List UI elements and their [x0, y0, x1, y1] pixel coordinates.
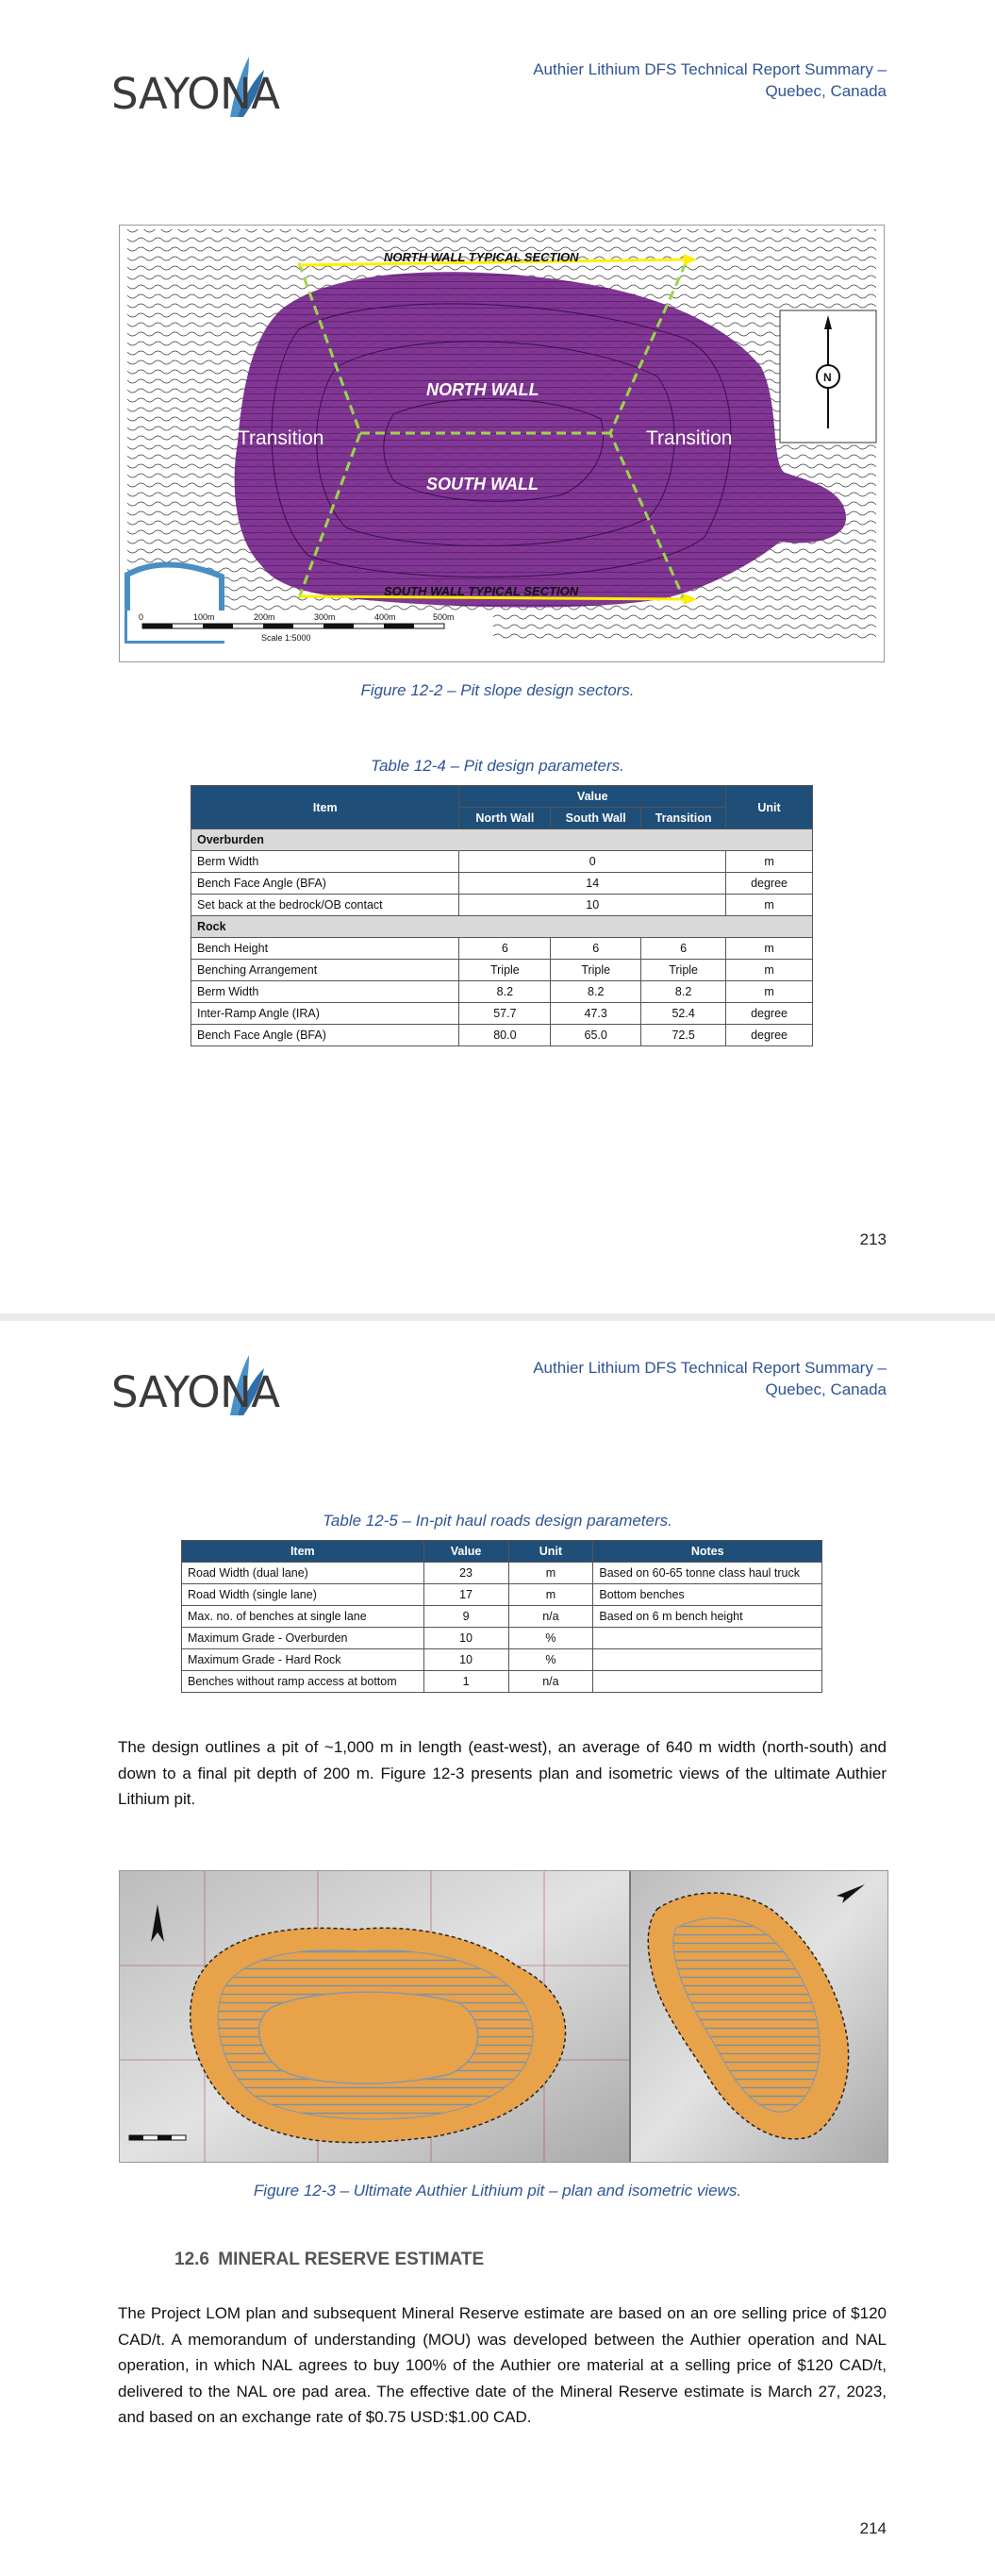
th-north-wall: North Wall [459, 808, 551, 829]
header-line-1: Authier Lithium DFS Technical Report Summary – [533, 60, 887, 78]
mineral-reserve-paragraph: The Project LOM plan and subsequent Mineral Reserve estimate are based on an ore selling price of $120 CAD/t. A memorandum of understanding (MOU) was developed between the Authier operation and NAL operation, in which NAL agrees to buy 100% of the Authier ore material at a selling price of $120 CAD/t, delivered to the NAL ore pad area. The effective date of the Mineral Reserve estimate is March 27, 2023, and based on an exchange rate of $0.75 USD:$1.00 CAD. [118, 2304, 887, 2426]
svg-text:N: N [823, 371, 832, 384]
table-row: Maximum Grade - Hard Rock 10 % [182, 1649, 822, 1671]
south-wall-label: SOUTH WALL [426, 475, 539, 493]
north-wall-label: NORTH WALL [426, 380, 539, 399]
scale-bar [127, 611, 493, 643]
haul-road-table [181, 1540, 822, 1693]
th-unit: Unit [726, 786, 813, 829]
pit-plan-isometric-views [120, 1871, 887, 2162]
scale-tick: 100m [193, 612, 215, 622]
table-12-4-caption: Table 12-4 – Pit design parameters. [371, 757, 624, 775]
th-item: Item [182, 1541, 424, 1563]
table-row: Bench Height 6 6 6 m [191, 938, 813, 960]
scale-tick: 200m [254, 612, 275, 622]
section-heading [174, 2250, 484, 2270]
th-notes: Notes [593, 1541, 822, 1563]
table-row: Benches without ramp access at bottom 1 n/a [182, 1671, 822, 1693]
table-row: Max. no. of benches at single lane 9 n/a Based on 6 m bench height [182, 1606, 822, 1628]
pit-description-paragraph: The design outlines a pit of ~1,000 m in length (east-west), an average of 640 m width (north-south) and down to a final pit depth of 200 m. Figure 12-3 presents plan and isometric views of the ultimate Authier Lithium pit. [118, 1738, 887, 1808]
pit-design-table [191, 785, 813, 1046]
header-line-1: Authier Lithium DFS Technical Report Summary – [533, 1359, 887, 1377]
report-header [396, 1357, 887, 1400]
section-number: 12.6 [174, 2250, 209, 2269]
table-12-5-caption: Table 12-5 – In-pit haul roads design parameters. [323, 1512, 672, 1530]
table-row: Berm Width 8.2 8.2 8.2 m [191, 981, 813, 1003]
table-row: Bench Face Angle (BFA) 80.0 65.0 72.5 degree [191, 1025, 813, 1046]
header-line-2: Quebec, Canada [765, 82, 887, 100]
section-row-rock: Rock [191, 916, 813, 938]
table-row: Berm Width 0 m [191, 851, 813, 873]
table-row: Road Width (dual lane) 23 m Based on 60-65 tonne class haul truck [182, 1563, 822, 1584]
section-title: MINERAL RESERVE ESTIMATE [218, 2250, 485, 2269]
scale-tick: 400m [374, 612, 396, 622]
table-row: Road Width (single lane) 17 m Bottom benches [182, 1584, 822, 1606]
page-number: 213 [859, 1230, 887, 1248]
ultimate-pit-figure [119, 1870, 888, 2163]
north-arrow-icon [780, 310, 876, 443]
south-section-label: SOUTH WALL TYPICAL SECTION [384, 584, 579, 598]
plan-scale-bar [129, 2135, 186, 2140]
transition-right-label: Transition [646, 427, 733, 449]
logo-text: SAYONA [111, 1367, 280, 1417]
table-row: Inter-Ramp Angle (IRA) 57.7 47.3 52.4 degree [191, 1003, 813, 1025]
th-value: Value [459, 786, 726, 808]
th-item: Item [191, 786, 459, 829]
logo-text: SAYONA [111, 69, 280, 119]
table-row: Maximum Grade - Overburden 10 % [182, 1628, 822, 1649]
page-214 [0, 1321, 995, 2576]
th-south-wall: South Wall [551, 808, 641, 829]
page-number: 214 [859, 2519, 887, 2537]
pit-slope-figure [119, 225, 885, 662]
sayona-logo [111, 49, 280, 125]
scale-tick: 300m [314, 612, 336, 622]
table-row: Benching Arrangement Triple Triple Triple m [191, 960, 813, 981]
figure-12-3-caption: Figure 12-3 – Ultimate Authier Lithium pit – plan and isometric views. [253, 2182, 742, 2200]
sayona-logo [111, 1347, 280, 1423]
table-row: Set back at the bedrock/OB contact 10 m [191, 895, 813, 916]
header-line-2: Quebec, Canada [765, 1380, 887, 1398]
report-header [396, 59, 887, 102]
th-unit: Unit [508, 1541, 593, 1563]
figure-12-2-caption: Figure 12-2 – Pit slope design sectors. [360, 681, 635, 699]
pit-slope-map [120, 226, 884, 661]
table-row: Bench Face Angle (BFA) 14 degree [191, 873, 813, 895]
th-value: Value [423, 1541, 508, 1563]
north-section-label: NORTH WALL TYPICAL SECTION [384, 250, 579, 264]
scale-tick: 0 [139, 612, 144, 622]
section-row-overburden: Overburden [191, 829, 813, 851]
scale-tick: 500m [433, 612, 455, 622]
scale-text: Scale 1:5000 [261, 633, 311, 643]
transition-left-label: Transition [238, 427, 324, 449]
th-transition: Transition [641, 808, 726, 829]
